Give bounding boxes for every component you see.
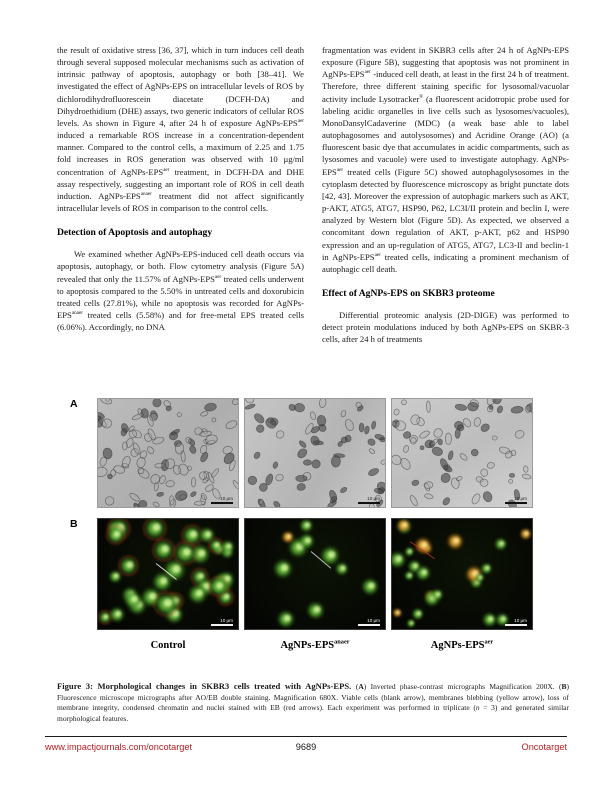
left-column xyxy=(57,44,304,333)
footer-page-number: 9689 xyxy=(295,742,317,752)
cells-illustration xyxy=(392,399,532,507)
section-heading-apoptosis-autophagy: Detection of Apoptosis and autophagy xyxy=(57,227,213,239)
micrograph-phase-contrast-aer xyxy=(391,398,533,508)
scale-bar: 10 μm xyxy=(358,496,380,504)
paragraph-ros-results: the result of oxidative stress [36, 37], which in turn induces cell death through several supposed molecular mechanisms such as activation of intrinsic pathway of apoptosis, autophagy or both [38–41]. We investigated the effect of AgNPs-EPS on intracellular levels of ROS by dichlorodihydrofluorescein diacetate (DCFH-DA) and Dihydroethidium (DHE) assays, two generic indicators of cellular ROS levels. As shown in Figure 4, after 24 h of exposure AgNPs-$EPS^{aer}$ induced a remarkable ROS increase in a concentration-dependent manner. Compared to the control cells, a maximum of 2.25 and 1.75 fold increases in ROS generation was observed with 10 μg/ml concentration of AgNPs-$EPS^{aer}$ treatment, in DCFH-DA and DHE assay respectively, suggesting an important role of ROS in cell death induction. AgNPs-$EPS^{anaer}$ treatment did not affect significantly intracellular levels of ROS in comparison to the control cells. xyxy=(57,45,304,214)
micrograph-fluorescence-anaer xyxy=(244,518,386,630)
micrograph-fluorescence-aer xyxy=(391,518,533,630)
figure-3 xyxy=(57,396,569,682)
scale-bar: 10 μm xyxy=(505,618,527,626)
column-label-control: Control xyxy=(150,640,186,651)
column-label-anaer: AgNPs-$EPS^{anaer}$ xyxy=(280,638,350,651)
cells-illustration xyxy=(98,399,238,507)
micrograph-fluorescence-control xyxy=(97,518,239,630)
footer xyxy=(45,742,567,756)
figure-row-label-b: B xyxy=(70,518,78,530)
scale-bar: 10 μm xyxy=(211,618,233,626)
paragraph-proteomic-analysis: Differential proteomic analysis (2D-DIGE) was performed to detect protein modulations induced by both AgNPs-EPS on SKBR-3 cells, after 24 h of treatments xyxy=(322,309,569,345)
figure-row-label-a: A xyxy=(70,398,78,410)
section-heading-proteome: Effect of AgNPs-EPS on SKBR3 proteome xyxy=(322,287,495,299)
micrograph-phase-contrast-control xyxy=(97,398,239,508)
paragraph-apoptosis-analysis: We examined whether AgNPs-EPS-induced cell death occurs via apoptosis, autophagy, or both. Flow cytometry analysis (Figure 5A) revealed that only the 11.57% of AgNPs-$EPS^{aer}$ treated cells underwent to apoptosis compared to the 5.50% in untreated cells and doxorubicin treated cells (27.81%), while no apoptosis was recorded for AgNPs-$EPS^{anaer}$ treated cells (5.58%) and for free-metal EPS treated cells (6.06%). Accordingly, no DNA xyxy=(57,249,304,333)
micrograph-phase-contrast-anaer xyxy=(244,398,386,508)
cells-illustration xyxy=(392,519,532,629)
footer-journal-url: www.impactjournals.com/oncotarget xyxy=(45,742,193,752)
scale-bar: 10 μm xyxy=(211,496,233,504)
footer-journal-name: Oncotarget xyxy=(521,742,567,752)
column-label-aer: AgNPs-$EPS^{aer}$ xyxy=(430,638,494,651)
figure-caption: Figure 3: Morphological changes in SKBR3 cells treated with AgNPs-EPS. (A) Inverted phase-contrast micrographs Magnification 200X. (B) Fluorescence microscope micrographs after AO/EB double staining. Magnification 680X. Viable cells (blank arrow), membranes blebbing (yellow arrow), loss of membrane integrity, condensed chromatin and nuclei stained with EB (red arrows). Each experiment was performed in triplicate (n = 3) and generated similar morphological features. xyxy=(57,681,569,723)
scale-bar: 10 μm xyxy=(505,496,527,504)
right-column xyxy=(322,44,569,345)
cells-illustration xyxy=(245,519,385,629)
paragraph-autophagy-markers: fragmentation was evident in SKBR3 cells after 24 h of AgNPs-EPS exposure (Figure 5B), suggesting that apoptosis was not prominent in AgNPs-$EPS^{aer}$ -induced cell death, at least in the first 24 h of treatment. Therefore, three different staining specific for lysosomal/vacuolar activity include Lysotracker® (a fluorescent acidotropic probe used for labeling acidic organelles in live cells such as lysosomes/vacuoles), MonoDansylCadaverine (MDC) (a weak base able to label autophagosomes and autolysosomes) and Acridine Orange (AO) (a fluorescent basic dye that accumulates in acidic compartments, such as lysosomes and vacuole) were used to investigate autophagy. AgNPs-$EPS^{aer}$ treated cells (Figure 5C) showed autophagolysosomes in the cytoplasm detected by fluorescence microscopy as bright punctate dots [42, 43]. Moreover the expression of autophagic markers such as AKT, p-AKT, ATG5, ATG7, HSP90, P62, LC3I/II protein and beclin I, were analyzed by Western blot (Figure 5D). As expected, we observed a concomitant down regulation of AKT, p-AKT, p62 and HSP90 expression and an up-regulation of ATG5, ATG7, LC3-II and beclin-1 in AgNPs-$EPS^{aer}$ treated cells, indicating a prominent mechanism of autophagic cell death. xyxy=(322,45,569,274)
figure-column-labels xyxy=(57,640,569,660)
scale-bar: 10 μm xyxy=(358,618,380,626)
cells-illustration xyxy=(245,399,385,507)
footer-rule xyxy=(45,736,567,737)
